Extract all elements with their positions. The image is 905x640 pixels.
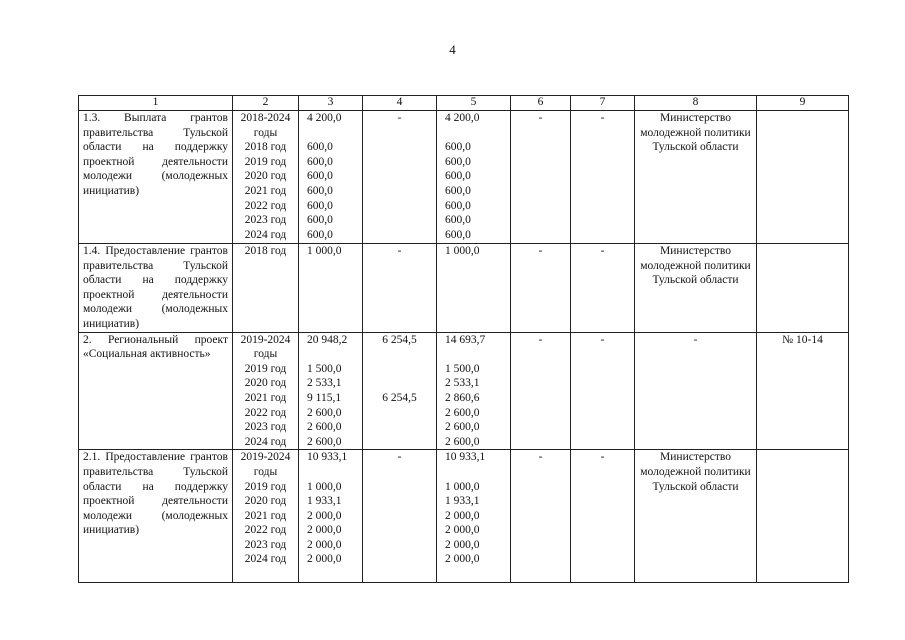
c3-value: 1 000,0 [307,245,342,257]
years-value: 2019 год [244,362,287,375]
c5-value: 600,0 [445,214,471,227]
c5-value: 1 500,0 [445,362,480,375]
years-value: годы [253,465,278,478]
col-header-4: 4 [363,96,437,111]
page-number: 4 [449,42,456,57]
c4-value [367,435,432,450]
c5-value: 2 000,0 [445,509,480,522]
cell-c8: Министерство молодежной политики Тульской области [635,244,757,333]
cell-desc: 2. Региональный проект «Социальная активность» [79,332,233,450]
c4-value [367,420,432,435]
c3-value [307,347,358,362]
c5-value [445,465,506,480]
c4-value: - [397,245,402,257]
years-value: 2024 год [244,435,287,448]
c3-value: 600,0 [307,228,333,241]
c5-value [445,126,506,141]
c5-value: 2 000,0 [445,524,480,537]
c3-value [307,126,358,141]
table-row [79,111,849,244]
c5-value: 2 000,0 [445,553,480,566]
years-value: 2018 год [244,245,287,257]
c5-value: 10 933,1 [445,451,486,464]
years-value: 2019-2024 [240,333,291,346]
c4-value: - [397,112,402,124]
table-row [79,244,849,333]
c5-value: 600,0 [445,199,471,212]
cell-c8: Министерство молодежной политики Тульской области [635,450,757,583]
c3-value: 600,0 [307,214,333,227]
c5-value: 2 533,1 [445,377,480,390]
cell-c4 [363,244,437,333]
c3-value: 2 600,0 [307,421,342,434]
years-value: 2020 год [244,495,287,508]
cell-c7: - [571,332,635,450]
col-header-5: 5 [437,96,511,111]
c5-value: 2 600,0 [445,406,480,419]
years-value: 2024 год [244,228,287,241]
cell-c6: - [511,111,571,244]
years-value: 2022 год [244,524,287,537]
cell-c9 [757,111,849,244]
years-value: 2021 год [244,391,287,404]
c4-value [367,362,432,377]
years-value: 2018 год [244,141,287,154]
cell-years [233,450,299,583]
c4-value [367,376,432,391]
c4-value: 6 254,5 [382,333,417,346]
c5-value: 600,0 [445,155,471,168]
c5-value: 1 000,0 [445,245,480,257]
cell-c6: - [511,332,571,450]
years-value: 2022 год [244,199,287,212]
cell-years [233,244,299,333]
c5-value: 600,0 [445,184,471,197]
years-value: 2019 год [244,155,287,168]
cell-c3 [299,111,363,244]
col-header-6: 6 [511,96,571,111]
cell-c5 [437,111,511,244]
years-value: 2021 год [244,509,287,522]
c3-value: 1 933,1 [307,495,342,508]
years-value: 2020 год [244,170,287,183]
cell-c4 [363,111,437,244]
c5-value: 2 860,6 [445,391,480,404]
c5-value: 14 693,7 [445,333,486,346]
cell-c4 [363,332,437,450]
c3-value: 2 600,0 [307,406,342,419]
budget-table [78,95,849,583]
cell-c3 [299,244,363,333]
header-row [79,96,849,111]
cell-c7: - [571,111,635,244]
years-value: 2019 год [244,480,287,493]
c5-value: 4 200,0 [445,112,480,124]
cell-c6: - [511,450,571,583]
col-header-1: 1 [79,96,233,111]
cell-desc: 1.3. Выплата грантов правительства Тульской области на поддержку проектной деятельности молодежи (молодежных инициатив) [79,111,233,244]
table-row [79,332,849,450]
c4-value [367,347,432,362]
c5-value: 600,0 [445,141,471,154]
c3-value: 600,0 [307,184,333,197]
cell-c8: - [635,332,757,450]
cell-c7: - [571,244,635,333]
cell-c9 [757,244,849,333]
cell-c9 [757,450,849,583]
col-header-2: 2 [233,96,299,111]
years-value: 2023 год [244,421,287,434]
years-value: 2023 год [244,214,287,227]
c4-value: - [397,451,402,464]
years-value: 2021 год [244,184,287,197]
c3-value: 2 600,0 [307,435,342,448]
cell-c5 [437,244,511,333]
years-value: 2023 год [244,538,287,551]
c5-value: 2 000,0 [445,538,480,551]
cell-years [233,332,299,450]
cell-desc: 2.1. Предоставление грантов правительства Тульской области на поддержку проектной деятельности молодежи (молодежных инициатив) [79,450,233,583]
c3-value: 2 000,0 [307,509,342,522]
c3-value: 600,0 [307,170,333,183]
c5-value: 2 600,0 [445,435,480,448]
c3-value: 2 533,1 [307,377,342,390]
c3-value: 9 115,1 [307,391,342,404]
years-value: 2019-2024 [240,451,291,464]
years-value: годы [253,126,278,139]
c5-value [445,347,506,362]
c5-value: 1 933,1 [445,495,480,508]
cell-c5 [437,332,511,450]
col-header-8: 8 [635,96,757,111]
c3-value: 600,0 [307,141,333,154]
c3-value: 2 000,0 [307,538,342,551]
col-header-7: 7 [571,96,635,111]
cell-c3 [299,332,363,450]
c5-value: 600,0 [445,228,471,241]
c3-value [307,465,358,480]
years-value: 2024 год [244,553,287,566]
c3-value: 1 500,0 [307,362,342,375]
c3-value: 600,0 [307,199,333,212]
cell-c4 [363,450,437,583]
c3-value: 1 000,0 [307,480,342,493]
col-header-3: 3 [299,96,363,111]
cell-c6: - [511,244,571,333]
cell-c7: - [571,450,635,583]
table-row [79,450,849,583]
cell-desc: 1.4. Предоставление грантов правительства Тульской области на поддержку проектной деятельности молодежи (молодежных инициатив) [79,244,233,333]
cell-c9: № 10-14 [757,332,849,450]
c3-value: 4 200,0 [307,112,342,124]
c5-value: 2 600,0 [445,421,480,434]
cell-c8: Министерство молодежной политики Тульской области [635,111,757,244]
cell-c3 [299,450,363,583]
c3-value: 20 948,2 [307,333,348,346]
c4-value: 6 254,5 [382,391,417,404]
c5-value: 600,0 [445,170,471,183]
cell-c5 [437,450,511,583]
years-value: годы [253,348,278,361]
c3-value: 2 000,0 [307,524,342,537]
c3-value: 10 933,1 [307,451,348,464]
cell-years [233,111,299,244]
c4-value [367,406,432,421]
c3-value: 2 000,0 [307,553,342,566]
years-value: 2022 год [244,406,287,419]
years-value: 2020 год [244,377,287,390]
col-header-9: 9 [757,96,849,111]
c5-value: 1 000,0 [445,480,480,493]
years-value: 2018-2024 [240,112,291,124]
c3-value: 600,0 [307,155,333,168]
